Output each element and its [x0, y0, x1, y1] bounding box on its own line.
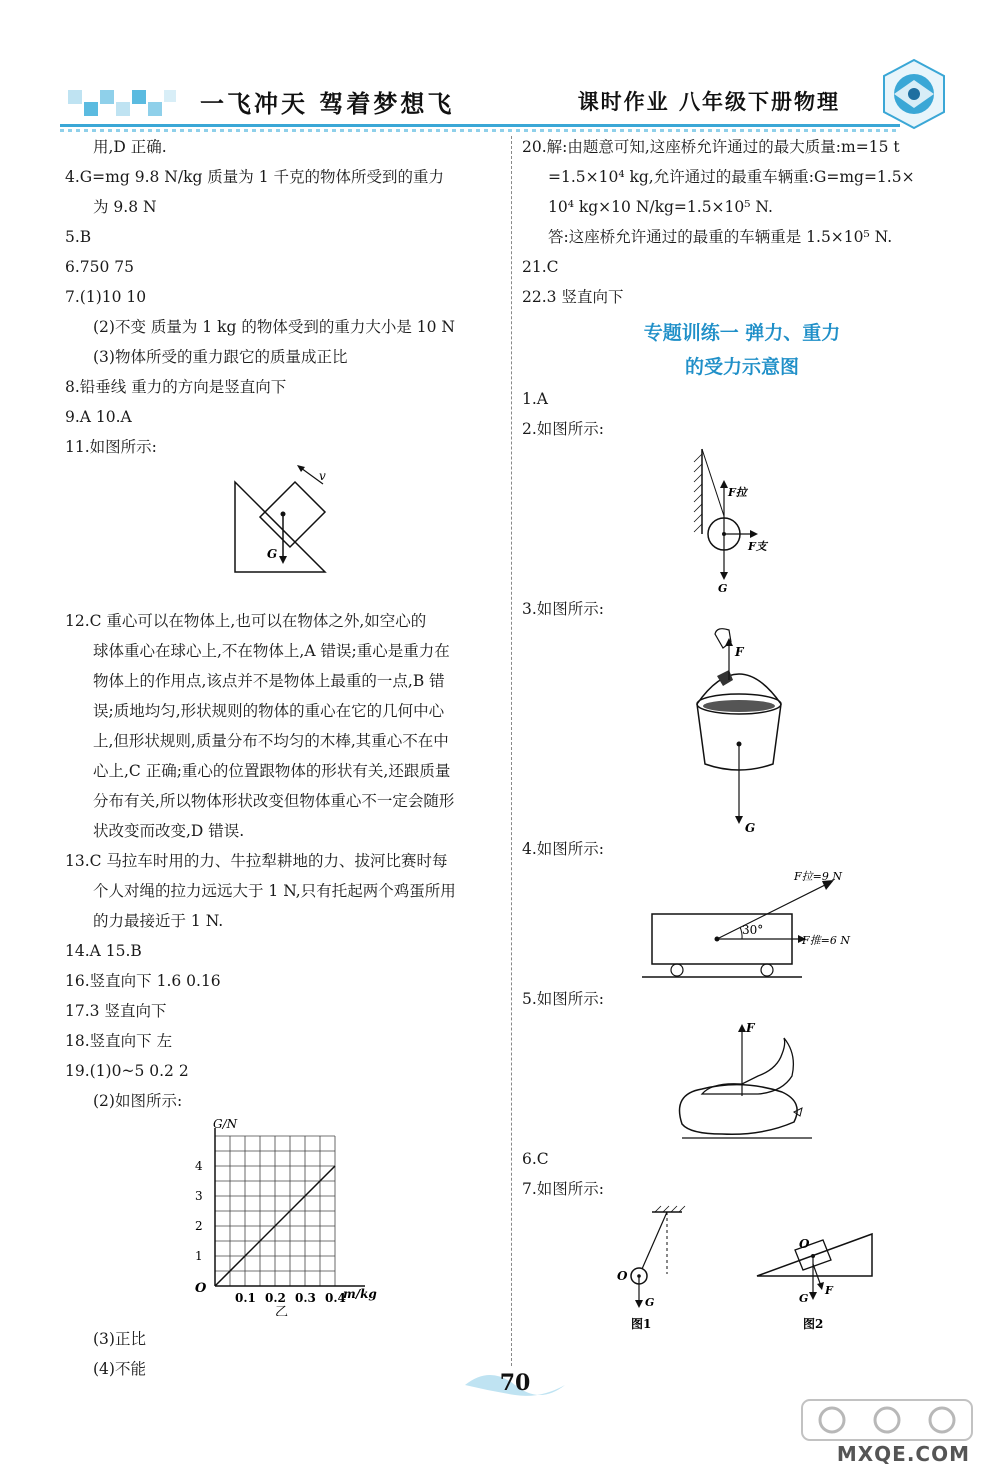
answer-line: 4.如图所示: — [522, 840, 605, 858]
left-column — [65, 132, 505, 1384]
figure-4-cart — [622, 864, 862, 984]
answer-line: (3)正比 — [93, 1330, 146, 1348]
figure-3-bucket — [677, 624, 807, 834]
answer-line: 21.C — [522, 258, 559, 276]
answer-line: 7.如图所示: — [522, 1180, 605, 1198]
graph-x-tick: 0.2 — [265, 1291, 286, 1305]
figure-5-hand-balloon — [662, 1014, 822, 1144]
answer-line: 个人对绳的拉力远远大于 1 N,只有托起两个鸡蛋所用 — [93, 882, 456, 900]
answer-line: 9.A 10.A — [65, 408, 132, 426]
answer-line: 分布有关,所以物体形状改变但物体重心不一定会随形 — [93, 792, 455, 810]
fig11-g-label: G — [267, 547, 278, 561]
fig4-f-push-label: F推=6 N — [802, 934, 850, 947]
fig7-o1-label: O — [617, 1269, 628, 1283]
fig2-g-label: G — [718, 582, 728, 594]
answer-line: 3.如图所示: — [522, 600, 605, 618]
fig2-f-support-label: F支 — [748, 540, 767, 553]
answer-line: 22.3 竖直向下 — [522, 288, 624, 306]
answer-line: 上,但形状规则,质量分布不均匀的木棒,其重心不在中 — [93, 732, 449, 750]
answer-line: (2)如图所示: — [93, 1092, 183, 1110]
header-slogan: 一飞冲天 驾着梦想飞 — [200, 89, 455, 118]
answer-line: 状改变而改变,D 错误. — [93, 822, 245, 840]
answer-line: 6.750 75 — [65, 258, 135, 276]
graph-caption: 乙 — [275, 1305, 289, 1316]
answer-line: 14.A 15.B — [65, 942, 142, 960]
answer-line: 6.C — [522, 1150, 549, 1168]
answer-line: 20.解:由题意可知,这座桥允许通过的最大质量:m=15 t — [522, 138, 900, 156]
figure-2-ball-wall — [682, 444, 802, 594]
answer-line: 19.(1)0~5 0.2 2 — [65, 1062, 189, 1080]
graph-origin-label: O — [195, 1281, 207, 1296]
graph-y-tick: 4 — [195, 1159, 203, 1173]
fig5-f-label: F — [746, 1021, 755, 1035]
page-number: 70 — [499, 1370, 531, 1396]
header-rule — [60, 124, 900, 127]
answer-line: 物体上的作用点,该点并不是物体上最重的一点,B 错 — [93, 672, 445, 690]
graph-x-tick: 0.1 — [235, 1291, 256, 1305]
answer-line: 10⁴ kg×10 N/kg=1.5×10⁵ N. — [548, 198, 773, 216]
graph-y-tick: 3 — [195, 1189, 203, 1203]
answer-line: 答:这座桥允许通过的最重的车辆重是 1.5×10⁵ N. — [548, 228, 893, 246]
fig7-g1-label: G — [645, 1296, 655, 1309]
answer-line: 17.3 竖直向下 — [65, 1002, 167, 1020]
fig4-angle-label: 30° — [742, 923, 764, 937]
graph-y-tick: 2 — [195, 1219, 203, 1233]
fig7-f2-label: F — [825, 1284, 833, 1297]
fig3-f-label: F — [735, 645, 744, 659]
answer-line: 2.如图所示: — [522, 420, 605, 438]
graph-x-tick: 0.3 — [295, 1291, 316, 1305]
decorative-squares-icon — [68, 82, 178, 122]
column-divider — [511, 136, 512, 1366]
answer-line: (2)不变 质量为 1 kg 的物体受到的重力大小是 10 N — [93, 318, 455, 336]
answer-line: 5.如图所示: — [522, 990, 605, 1008]
graph-y-tick: 1 — [195, 1249, 203, 1263]
fig7-g2-label: G — [799, 1292, 809, 1305]
answer-line: 13.C 马拉车时用的力、牛拉犁耕地的力、拔河比赛时每 — [65, 852, 448, 870]
graph-y-axis-label: G/N — [213, 1117, 238, 1131]
fig7-o2-label: O — [799, 1237, 810, 1251]
answer-line: 4.G=mg 9.8 N/kg 质量为 1 千克的物体所受到的重力 — [65, 168, 445, 186]
right-column — [522, 132, 962, 1334]
answer-line: 16.竖直向下 1.6 0.16 — [65, 972, 221, 990]
answer-line: 1.A — [522, 390, 548, 408]
graph-x-tick: 0.4 — [325, 1291, 346, 1305]
graph-x-axis-label: m/kg — [343, 1287, 377, 1301]
fig4-f-pull-label: F拉=9 N — [794, 870, 842, 883]
fig7-caption-1: 图1 — [631, 1317, 652, 1331]
fig3-g-label: G — [745, 821, 756, 834]
answer-line: 5.B — [65, 228, 92, 246]
publisher-logo-icon — [878, 58, 950, 130]
answer-line: 8.铅垂线 重力的方向是竖直向下 — [65, 378, 287, 396]
answer-line: 11.如图所示: — [65, 438, 157, 456]
answer-line: 为 9.8 N — [93, 198, 157, 216]
header-book-title: 课时作业 八年级下册物理 — [577, 89, 840, 114]
section-subtitle: 的受力示意图 — [684, 356, 799, 378]
answer-line: =1.5×10⁴ kg,允许通过的最重车辆重:G=mg=1.5× — [548, 168, 915, 186]
answer-line: 球体重心在球心上,不在物体上,A 错误;重心是重力在 — [93, 642, 450, 660]
figure-11-force-diagram — [215, 462, 355, 592]
answer-line: (4)不能 — [93, 1360, 146, 1378]
watermark-text: MXQE.COM — [836, 1442, 970, 1466]
answer-line: 心上,C 正确;重心的位置跟物体的形状有关,还跟质量 — [93, 762, 451, 780]
answer-line: (3)物体所受的重力跟它的质量成正比 — [93, 348, 348, 366]
fig2-f-pull-label: F拉 — [728, 486, 747, 499]
figure-19-graph — [175, 1116, 395, 1316]
page-header — [60, 78, 950, 128]
fig11-v-label: v — [319, 469, 326, 483]
answer-line: 用,D 正确. — [93, 138, 167, 156]
answer-line: 18.竖直向下 左 — [65, 1032, 173, 1050]
answer-line: 误;质地均匀,形状规则的物体的重心在它的几何中心 — [93, 702, 445, 720]
fig7-caption-2: 图2 — [803, 1317, 824, 1331]
answer-line: 7.(1)10 10 — [65, 288, 147, 306]
section-title: 专题训练一 弹力、重力 — [643, 322, 841, 344]
answer-line: 12.C 重心可以在物体上,也可以在物体之外,如空心的 — [65, 612, 427, 630]
answer-line: 的力最接近于 1 N. — [93, 912, 224, 930]
figure-7-pendulum-incline — [607, 1204, 877, 1334]
